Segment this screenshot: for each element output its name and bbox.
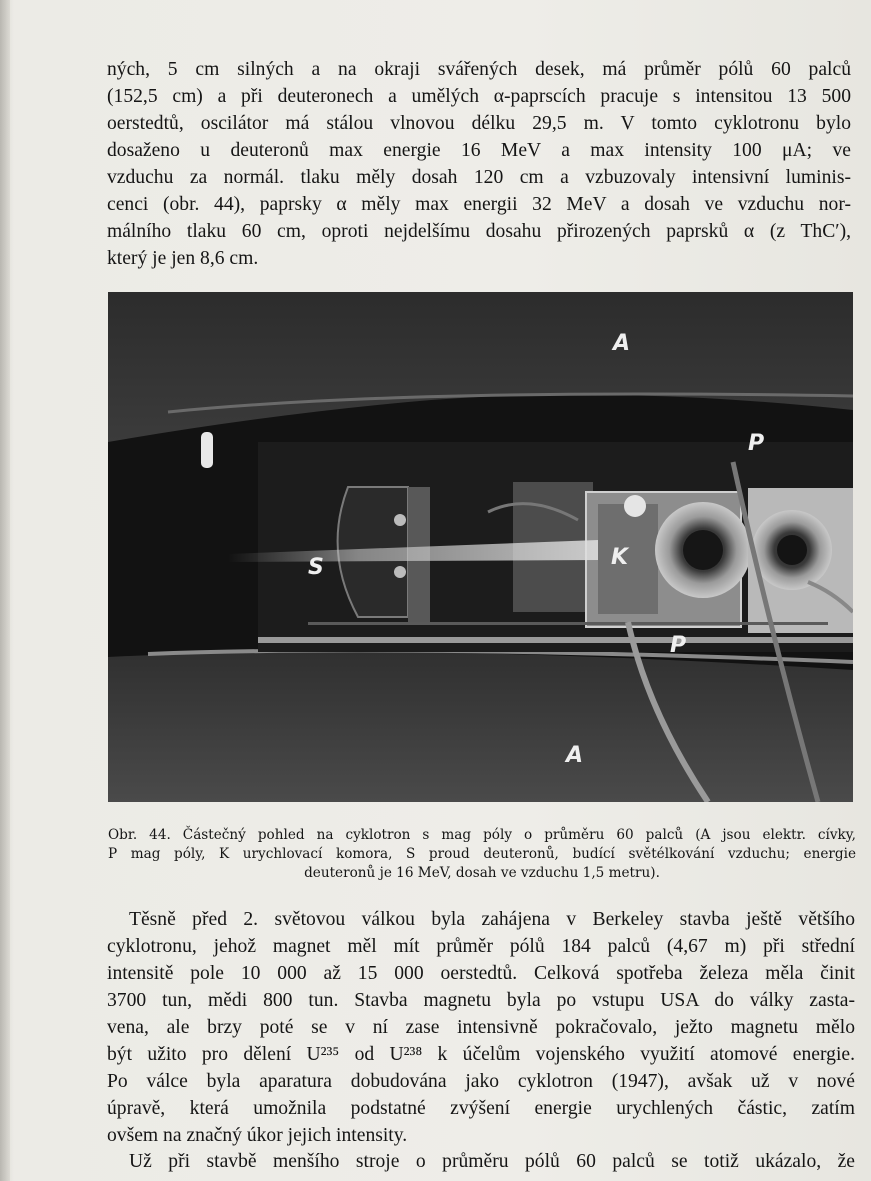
text-line: málního tlaku 60 cm, oproti nejdelšímu dosahu přirozených paprsků α (z ThC′),	[107, 221, 851, 242]
caption-line: Obr. 44. Částečný pohled na cyklotron s mag póly o průměru 60 palců (A jsou elektr. cívky,	[108, 827, 856, 843]
text-line: (152,5 cm) a při deuteronech a umělých α-paprscích pracuje s intensitou 13 500	[107, 86, 851, 107]
photo-label-a-bottom: A	[566, 743, 584, 768]
photo-label-p-top: P	[748, 431, 765, 456]
text-line: Po válce byla aparatura dobudována jako cyklotron (1947), avšak už v nové	[107, 1071, 855, 1092]
text-line: cyklotronu, jehož magnet měl mít průměr pólů 184 palců (4,67 m) při střední	[107, 936, 855, 957]
photo-label-s: S	[308, 555, 324, 580]
text-line: úpravě, která umožnila podstatné zvýšení energie urychlených částic, zatím	[107, 1098, 855, 1119]
text-line: Těsně před 2. světovou válkou byla zahájena v Berkeley stavba ještě většího	[129, 909, 855, 930]
text-line: vena, ale brzy poté se v ní zase intensivně pokračovalo, ježto magnetu mělo	[107, 1017, 855, 1038]
text-line: být užito pro dělení U²³⁵ od U²³⁸ k účelům vojenského využití atomové energie.	[107, 1044, 855, 1065]
text-line: 3700 tun, mědi 800 tun. Stavba magnetu byla po vstupu USA do války zasta-	[107, 990, 855, 1011]
text-line: ných, 5 cm silných a na okraji svářených desek, má průměr pólů 60 palců	[107, 59, 851, 80]
text-line: cenci (obr. 44), paprsky α měly max energii 32 MeV a dosah ve vzduchu nor-	[107, 194, 851, 215]
text-line: Už při stavbě menšího stroje o průměru pólů 60 palců se totiž ukázalo, že	[129, 1151, 855, 1172]
figure-caption	[108, 826, 856, 883]
cyclotron-photo	[108, 292, 853, 802]
text-line: který je jen 8,6 cm.	[107, 248, 259, 269]
paragraph-3	[107, 1148, 855, 1175]
caption-line: P mag póly, K urychlovací komora, S proud deuteronů, budící světélkování vzduchu; energie	[108, 846, 856, 862]
text-line: intensitě pole 10 000 až 15 000 oerstedtů. Celková spotřeba železa měla činit	[107, 963, 855, 984]
text-line: ovšem na značný úkor jejich intensity.	[107, 1125, 408, 1146]
photo-label-a-top: A	[613, 331, 631, 356]
text-line: dosaženo u deuteronů max energie 16 MeV a max intensity 100 μA; ve	[107, 140, 851, 161]
paragraph-1	[107, 56, 851, 272]
text-line: vzduchu za normál. tlaku měly dosah 120 cm a vzbuzovaly intensivní luminis-	[107, 167, 851, 188]
page-binding-shadow	[0, 0, 10, 1181]
caption-line: deuteronů je 16 MeV, dosah ve vzduchu 1,5 metru).	[304, 865, 660, 881]
text-line: oerstedtů, oscilátor má stálou vlnovou délku 29,5 m. V tomto cyklotronu bylo	[107, 113, 851, 134]
photo-label-k: K	[611, 545, 629, 570]
cyclotron-photo-drawing	[108, 292, 853, 802]
photo-label-p-bottom: P	[670, 633, 687, 658]
paragraph-2	[107, 906, 855, 1149]
